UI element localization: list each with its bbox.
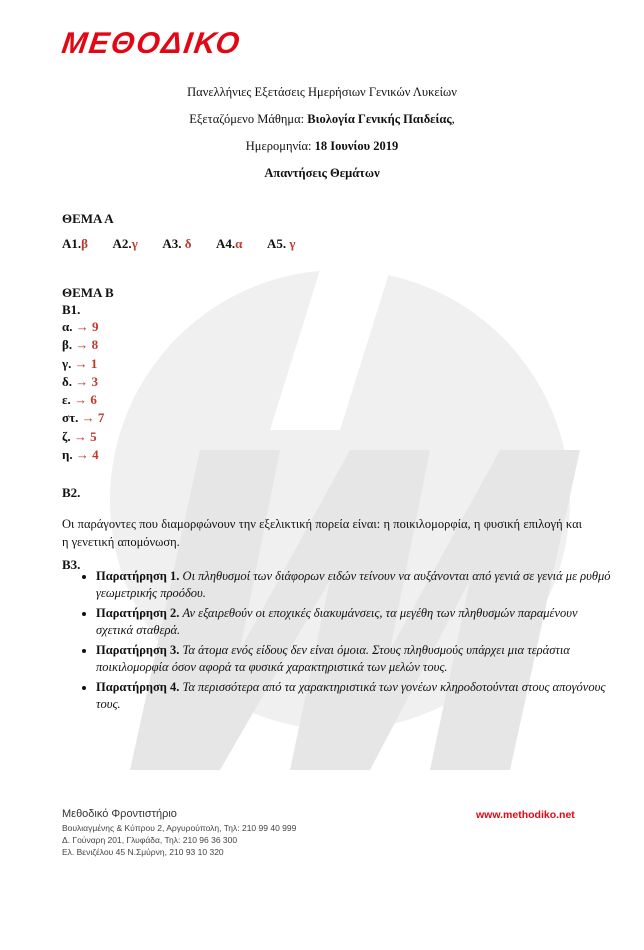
footer-name: Μεθοδικό Φροντιστήριο (62, 808, 177, 820)
footer-address: Βουλιαγμένης & Κύπρου 2, Αργυρούπολη, Τηλ: 210 99 40 999 (62, 823, 297, 833)
thema-a-heading: ΘΕΜΑ Α (62, 211, 114, 226)
b3-item: • Παρατήρηση 3. Τα άτομα ενός είδους δεν είναι όμοια. Στους πληθυσμούς υπάρχει μια τεράστια ποικιλομορφία όσον αφορά τα φυσικά χαρακτηριστικά των μελών τους. (96, 642, 616, 676)
answer-a4: Α4.α (216, 236, 243, 251)
b1-item: α. → 9 (62, 319, 99, 334)
exam-subject: Εξεταζόμενο Μάθημα: Βιολογία Γενικής Παιδείας, (189, 112, 455, 126)
brand-logo: ΜΕΘΟΔΙΚΟ (59, 27, 244, 60)
answer-a2: Α2.γ (112, 236, 138, 251)
b3-heading: Β3. (62, 557, 81, 572)
answers-title: Απαντήσεις Θεμάτων (264, 166, 380, 180)
b2-heading: Β2. (62, 485, 81, 500)
b1-list (62, 318, 104, 464)
b1-item: στ. → 7 (62, 410, 105, 426)
b1-item: ζ. → 5 (62, 428, 97, 444)
exam-date: Ημερομηνία: 18 Ιουνίου 2019 (245, 139, 399, 153)
thema-a-answers (62, 236, 317, 252)
b3-item: • Παρατήρηση 1. Οι πληθυσμοί των διάφορων ειδών τείνουν να αυξάνονται από γενιά σε γενιά με ρυθμό γεωμετρικής προόδου. (96, 568, 616, 602)
exam-title: Πανελλήνιες Εξετάσεις Ημερήσιων Γενικών Λυκείων (187, 85, 457, 99)
answer-a1: Α1.β (62, 236, 88, 251)
b2-answer: Οι παράγοντες που διαμορφώνουν την εξελικτική πορεία είναι: η ποικιλομορφία, η φυσική επιλογή και η γενετική απομόνωση. (62, 517, 582, 549)
b3-list (62, 568, 616, 716)
b3-item: • Παρατήρηση 4. Τα περισσότερα από τα χαρακτηριστικά των γονέων κληροδοτούνται στους απογόνους τους. (96, 679, 616, 713)
footer-address: Δ. Γούναρη 201, Γλυφάδα, Τηλ: 210 96 36 300 (62, 835, 238, 845)
b3-item: • Παρατήρηση 2. Αν εξαιρεθούν οι εποχικές διακυμάνσεις, τα μεγέθη των πληθυσμών παραμένουν σχετικά σταθερά. (96, 605, 616, 639)
b1-item: β. → 8 (62, 337, 99, 353)
answer-a3: Α3. δ (162, 236, 192, 251)
b1-heading: Β1. (62, 302, 81, 317)
b1-item: η. → 4 (62, 447, 99, 463)
b1-item: ε. → 6 (62, 392, 97, 408)
b1-item: γ. → 1 (62, 355, 98, 371)
footer-address: Ελ. Βενιζέλου 45 Ν.Σμύρνη, 210 93 10 320 (62, 847, 224, 857)
thema-b-heading: ΘΕΜΑ Β (62, 285, 114, 300)
b1-item: δ. → 3 (62, 373, 98, 389)
answer-a5: Α5. γ (266, 236, 296, 251)
website-link[interactable]: www.methodiko.net (476, 809, 575, 821)
footer (62, 808, 296, 858)
